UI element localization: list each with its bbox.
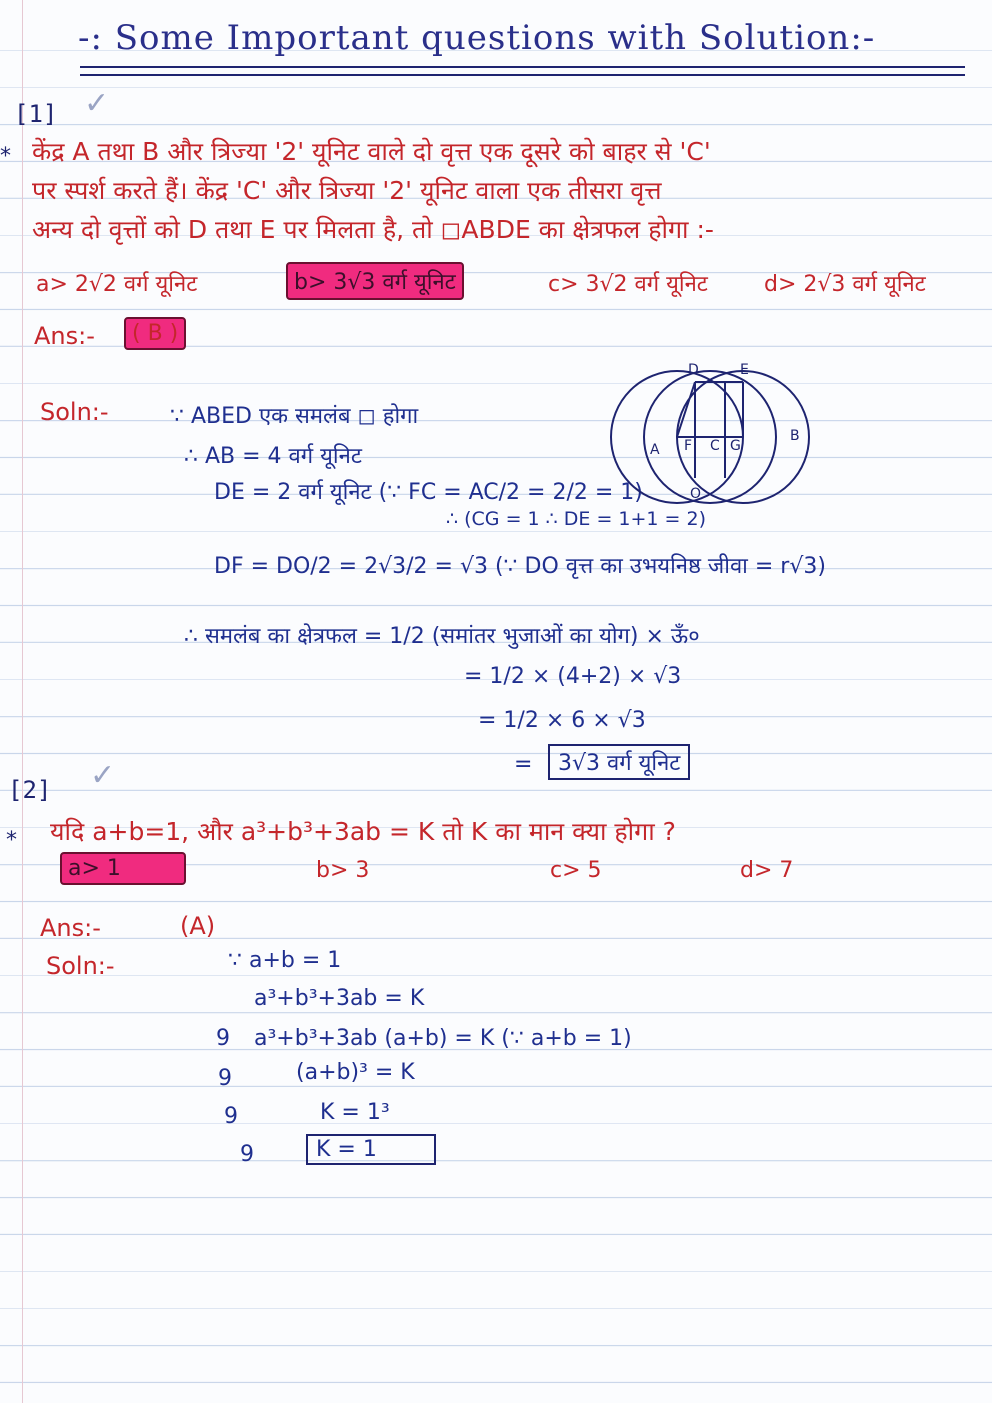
title-underline-2: [80, 74, 965, 76]
line-ad: [677, 382, 695, 437]
label-b: B: [790, 428, 800, 444]
label-o: O: [690, 486, 702, 502]
asterisk-marker: *: [0, 144, 11, 169]
q1-solution-line-8: = 1/2 × 6 × √3: [478, 708, 646, 733]
q1-option-b-correct: b> 3√3 वर्ग यूनिट: [286, 262, 464, 300]
check-mark-icon-2: ✓: [90, 758, 116, 793]
q1-option-d: d> 2√3 वर्ग यूनिट: [764, 272, 926, 297]
question-1-line-2: पर स्पर्श करते हैं। केंद्र 'C' और त्रिज्या '2' यूनिट वाला एक तीसरा वृत्त: [32, 176, 662, 205]
label-c: C: [710, 438, 720, 454]
label-f: F: [684, 438, 693, 454]
q1-solution-line-3: DE = 2 वर्ग यूनिट (∵ FC = AC/2 = 2/2 = 1): [214, 480, 643, 505]
q1-final-answer-box: 3√3 वर्ग यूनिट: [548, 744, 690, 780]
q1-answer-value: ( B ): [124, 317, 186, 350]
q1-solution-label: Soln:-: [40, 398, 109, 426]
q2-option-d: d> 7: [740, 858, 794, 883]
q2-answer-label: Ans:-: [40, 914, 101, 942]
title-underline: [80, 66, 965, 68]
q1-option-c: c> 3√2 वर्ग यूनिट: [548, 272, 708, 297]
label-a: A: [650, 442, 660, 458]
q2-solution-line-2: a³+b³+3ab = K: [254, 986, 425, 1011]
asterisk-marker-2: *: [6, 828, 17, 853]
q1-final-equals: =: [514, 752, 533, 777]
page-title: -: Some Important questions with Solution:-: [78, 18, 876, 58]
q2-solution-line-3: a³+b³+3ab (a+b) = K (∵ a+b = 1): [254, 1026, 632, 1051]
q2-solution-label: Soln:-: [46, 952, 115, 980]
q2-option-a-correct: a> 1: [60, 852, 186, 885]
question-2-number: [2]: [8, 776, 52, 804]
label-d: D: [688, 362, 699, 378]
q1-answer-label: Ans:-: [34, 322, 95, 350]
question-1-line-3: अन्य दो वृत्तों को D तथा E पर मिलता है, तो ◻ABDE का क्षेत्रफल होगा :-: [32, 215, 714, 244]
q2-solution-line-4: (a+b)³ = K: [296, 1060, 415, 1085]
margin-line: [22, 0, 23, 1403]
q2-answer-value: (A): [180, 912, 216, 940]
question-1-line-1: केंद्र A तथा B और त्रिज्या '2' यूनिट वाले दो वृत्त एक दूसरे को बाहर से 'C': [32, 137, 711, 166]
q1-solution-line-6: ∴ समलंब का क्षेत्रफल = 1/2 (समांतर भुजाओं का योग) × ऊँ०: [184, 624, 700, 649]
q1-solution-line-5: DF = DO/2 = 2√3/2 = √3 (∵ DO वृत्त का उभयनिष्ठ जीवा = r√3): [214, 554, 826, 579]
q2-final-answer-box: K = 1: [306, 1134, 436, 1165]
check-mark-icon: ✓: [84, 86, 110, 121]
q1-solution-line-1: ∵ ABED एक समलंब ◻ होगा: [170, 404, 419, 429]
q2-step-marker-2: 9: [218, 1066, 232, 1091]
q1-option-a: a> 2√2 वर्ग यूनिट: [36, 272, 198, 297]
q1-solution-line-2: ∴ AB = 4 वर्ग यूनिट: [184, 444, 362, 469]
q2-step-marker-4: 9: [240, 1142, 254, 1167]
label-g: G: [730, 438, 741, 454]
question-1-number: [1]: [14, 100, 58, 128]
q1-solution-line-4: ∴ (CG = 1 ∴ DE = 1+1 = 2): [446, 508, 707, 530]
q2-step-marker-1: 9: [216, 1026, 230, 1051]
question-2-text: यदि a+b=1, और a³+b³+3ab = K तो K का मान क्या होगा ?: [50, 817, 676, 846]
circles-diagram: [600, 360, 840, 510]
q2-solution-line-5: K = 1³: [320, 1100, 390, 1125]
q2-option-c: c> 5: [550, 858, 602, 883]
q2-option-b: b> 3: [316, 858, 370, 883]
q1-solution-line-7: = 1/2 × (4+2) × √3: [464, 664, 682, 689]
q2-step-marker-3: 9: [224, 1104, 238, 1129]
q2-solution-line-1: ∵ a+b = 1: [228, 948, 342, 973]
label-e: E: [740, 362, 749, 378]
